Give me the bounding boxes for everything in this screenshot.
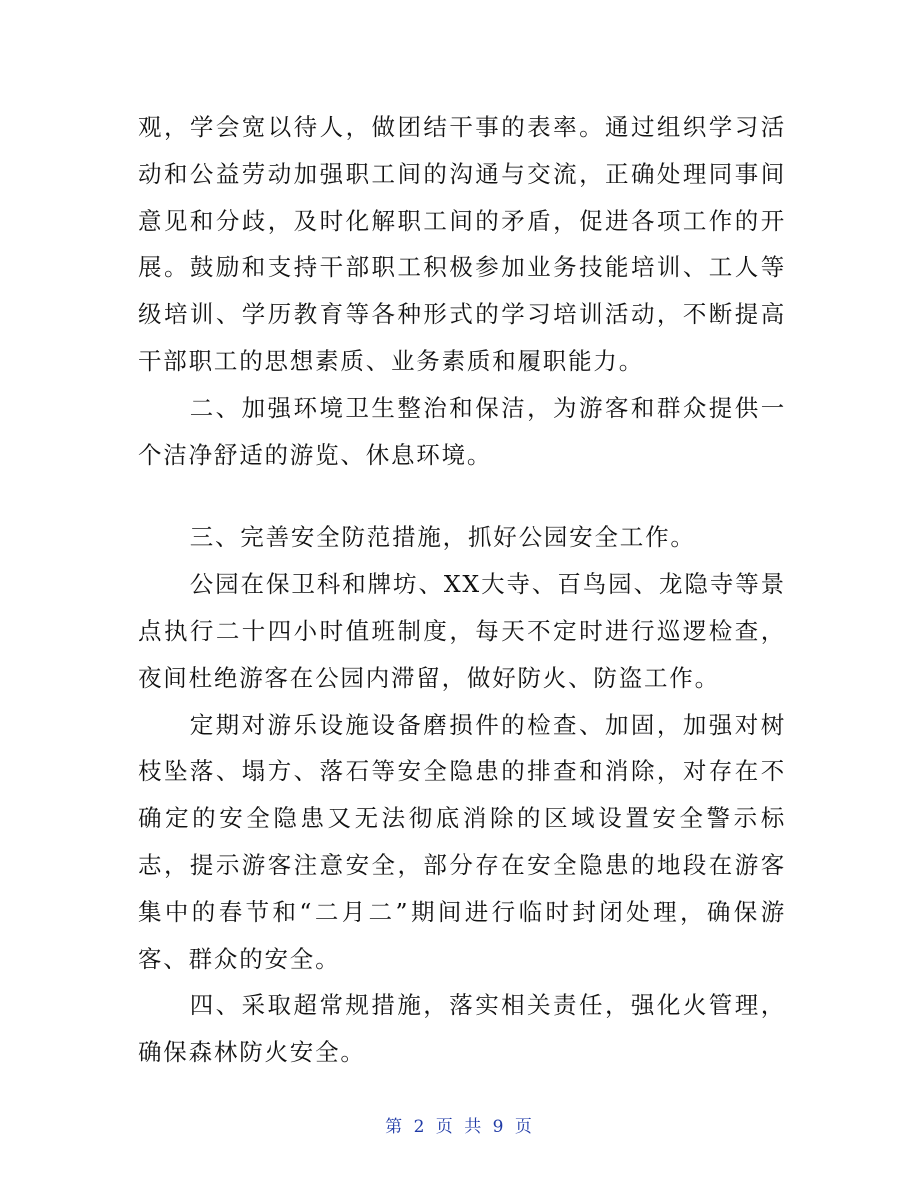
paragraph-section-three: 三、完善安全防范措施，抓好公园安全工作。 — [189, 523, 696, 552]
paragraph-section-four: 四、采取超常规措施，落实相关责任，强化火管理，确保森林防火安全。 — [138, 991, 786, 1067]
paragraph-section-two: 二、加强环境卫生整治和保洁，为游客和群众提供一个洁净舒适的游览、休息环境。 — [138, 393, 786, 469]
paragraph-duty-system: 公园在保卫科和牌坊、XX大寺、百鸟园、龙隐寺等景点执行二十四小时值班制度，每天不定时进行巡逻检查，夜间杜绝游客在公园内滞留，做好防火、防盗工作。 — [138, 570, 786, 692]
paragraph-gap — [138, 478, 786, 514]
document-body — [138, 104, 786, 1076]
paragraph-safety-inspection: 定期对游乐设施设备磨损件的检查、加固，加强对树枝坠落、塌方、落石等安全隐患的排查和消除，对存在不确定的安全隐患又无法彻底消除的区域设置安全警示标志，提示游客注意安全，部分存在安全隐患的地段在游客集中的春节和“二月二”期间进行临时封闭处理，确保游客、群众的安全。 — [138, 710, 786, 973]
page-number-footer: 第 2 页 共 9 页 — [385, 1117, 535, 1137]
paragraph-continuation: 观，学会宽以待人，做团结干事的表率。通过组织学习活动和公益劳动加强职工间的沟通与交流，正确处理同事间意见和分歧，及时化解职工间的矛盾，促进各项工作的开展。鼓励和支持干部职工积极参加业务技能培训、工人等级培训、学历教育等各种形式的学习培训活动，不断提高干部职工的思想素质、业务素质和履职能力。 — [138, 113, 786, 375]
